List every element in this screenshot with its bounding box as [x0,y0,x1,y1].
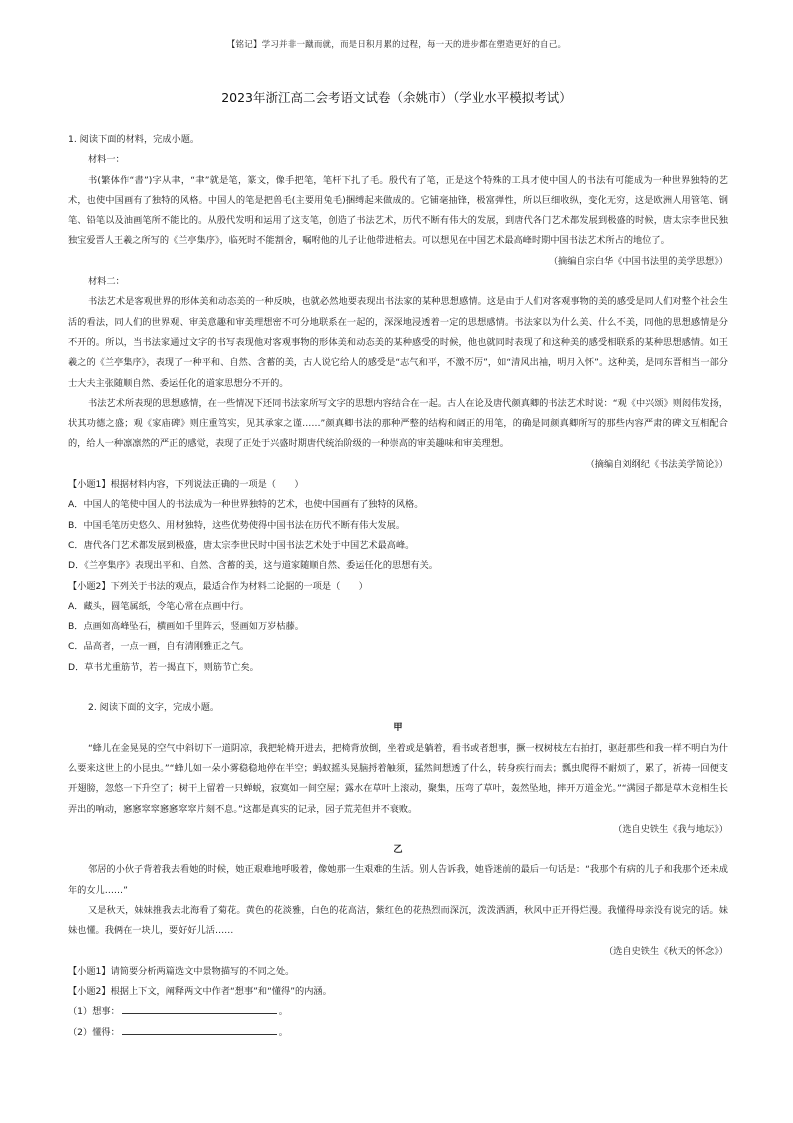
period: 。 [278,1006,288,1018]
material1-label: 材料一： [88,154,125,166]
passage-yi-source: （选自史铁生《秋天的怀念》） [603,945,728,957]
q1-intro: 1. 阅读下面的材料，完成小题。 [68,134,200,145]
option-c[interactable]: C．品高者，一点一画，自有清刚雅正之气。 [68,641,249,653]
material2-source: （摘编自刘纲纪《书法美学简论》） [585,458,728,470]
answer-line-1 [68,1002,728,1022]
option-d[interactable]: D．草书尤重筋节，若一揭直下，则筋节亡矣。 [68,661,259,673]
option-b[interactable]: B．点画如高峰坠石，横画如千里阵云，竖画如万岁枯藤。 [68,621,304,633]
motto-banner: 【铭记】学习并非一蹴而就，而是日积月累的过程，每一天的进步都在塑造更好的自己。 [226,40,567,50]
answer-label-2: （2）懂得： [68,1026,120,1038]
q2-subquestion-1: 【小题1】请简要分析两篇选文中景物描写的不同之处。 [68,965,295,977]
page-title: 2023年浙江高二会考语文试卷（余姚市）（学业水平模拟考试） [221,90,572,105]
material2-paragraph: 书法艺术是客观世界的形体美和动态美的一种反映，也就必然地要表现出书法家的某种思想感情。这是由于人们对客观事物的美的感受是同人们对整个社会生活的看法，同人们的世界观、审美意趣和审美理想密不可分地联系在一起的，深深地浸透着一定的思想感情。书法家以为什么美、什么不美，同他的思想感情是分不开的。所以，当书法家通过文字的书写表现他对客观事物的形体美和动态美的某种感受的时候，他也就同时表现了和这种美的感受相联系的某种思想感情。如王羲之的《兰亭集序》，表现了一种平和、自然、含蓄的美，古人说它给人的感受是“志气和平，不激不厉”，如“清风出袖，明月入怀”。这种美，是同东晋相当一部分士大夫主张随顺自然、委运任化的道家思想分不开的。 [68,296,728,389]
passage-yi-heading: 乙 [393,844,403,856]
passage-yi-paragraph: 又是秋天，妹妹推我去北海看了菊花。黄色的花淡雅，白色的花高洁，紫红色的花热烈而深沉，泼泼洒洒，秋风中正开得烂漫。我懂得母亲没有说完的话。妹妹也懂。我俩在一块儿，要好好儿活…… [68,904,728,937]
material1-text: 书(繁体作“書”)字从聿，“聿”就是笔，篆文，像手把笔，笔杆下扎了毛。殷代有了笔，正是这个特殊的工具才使中国人的书法有可能成为一种世界独特的艺术，也使中国画有了独特的风格。中国人的笔是把兽毛(主要用兔毛)捆缚起来做成的。它铺毫抽锋，极富弹性，所以巨细收纵，变化无穷，这是欧洲人用管笔、钢笔、铅笔以及油画笔所不能比的。从殷代发明和运用了这支笔，创造了书法艺术，历代不断有伟大的发展，到唐代各门艺术都发展到极盛的时候，唐太宗李世民独独宝爱晋人王羲之所写的《兰亭集序》，临死时不能割舍，嘱咐他的儿子让他带进棺去。可以想见在中国艺术最高峰时期中国书法艺术所占的地位了。 [68,174,728,247]
answer-label-1: （1）想事： [68,1006,120,1018]
passage-jia-text: “蜂儿在金晃晃的空气中斜切下一道阴凉，我把轮椅开进去，把椅背放倒，坐着或是躺着，看书或者想事，撅一杈树枝左右拍打，驱赶那些和我一样不明白为什么要来这世上的小昆虫。”“蜂儿如一朵小雾稳稳地停在半空；蚂蚁摇头晃脑捋着触须，猛然间想透了什么，转身疾行而去；瓢虫爬得不耐烦了，累了，祈祷一回便支开翅膀，忽悠一下升空了；树干上留着一只蝉蜕，寂寞如一间空屋；露水在草叶上滚动，聚集，压弯了草叶，轰然坠地，摔开万道金光。”“满园子都是草木竞相生长弄出的响动，窸窸窣窣窸窸窣窣片刻不息。”这都是真实的记录，园子荒芜但并不衰败。 [68,742,728,815]
answer-blank-2[interactable] [122,1023,277,1035]
option-c[interactable]: C．唐代各门艺术都发展到极盛，唐太宗李世民时中国书法艺术处于中国艺术最高峰。 [68,539,415,551]
material1-source: （摘编自宗白华《中国书法里的美学思想》） [548,255,728,267]
q2-intro: 2. 阅读下面的文字，完成小题。 [88,702,220,714]
subquestion-2-stem: 【小题2】下列关于书法的观点，最适合作为材料二论据的一项是（ ） [68,580,368,592]
exam-body [68,130,728,1043]
answer-blank-1[interactable] [122,1002,277,1014]
material2-label: 材料二： [88,276,125,288]
q2-subquestion-2: 【小题2】根据上下文，阐释两文中作者“想事”和“懂得”的内涵。 [68,986,332,998]
period: 。 [278,1026,288,1038]
option-a[interactable]: A．藏头，圆笔属纸，令笔心常在点画中行。 [68,600,249,612]
option-b[interactable]: B．中国毛笔历史悠久、用材独特，这些优势使得中国书法在历代不断有伟大发展。 [68,519,406,531]
option-a[interactable]: A．中国人的笔使中国人的书法成为一种世界独特的艺术，也使中国画有了独特的风格。 [68,499,424,511]
material2-paragraph: 书法艺术所表现的思想感情，在一些情况下还同书法家所写文字的思想内容结合在一起。古人在论及唐代颜真卿的书法艺术时说：“观《中兴颂》则闳伟发扬，状其功德之盛；观《家庙碑》则庄重笃实，见其承家之谨……”颜真卿书法的那种严整的结构和阔正的用笔，的确是同颜真卿所写的那些内容严肃的碑文互相配合的，给人一种凛凛然的严正的感觉，表现了正处于兴盛时期唐代统治阶级的一种崇高的审美趣味和审美理想。 [68,397,728,450]
passage-jia-source: （选自史铁生《我与地坛》） [613,823,728,835]
option-d[interactable]: D．《兰亭集序》表现出平和、自然、含蓄的美，这与道家随顺自然、委运任化的思想有关。 [68,560,438,572]
passage-jia-heading: 甲 [393,722,403,734]
passage-yi-paragraph: 邻居的小伙子背着我去看她的时候，她正艰难地呼吸着，像她那一生艰难的生活。别人告诉我，她昏迷前的最后一句话是：“我那个有病的儿子和我那个还未成年的女儿……” [68,864,728,896]
subquestion-1-stem: 【小题1】根据材料内容，下列说法正确的一项是（ ） [68,479,304,491]
answer-line-2 [68,1023,728,1043]
spacer [68,678,728,698]
